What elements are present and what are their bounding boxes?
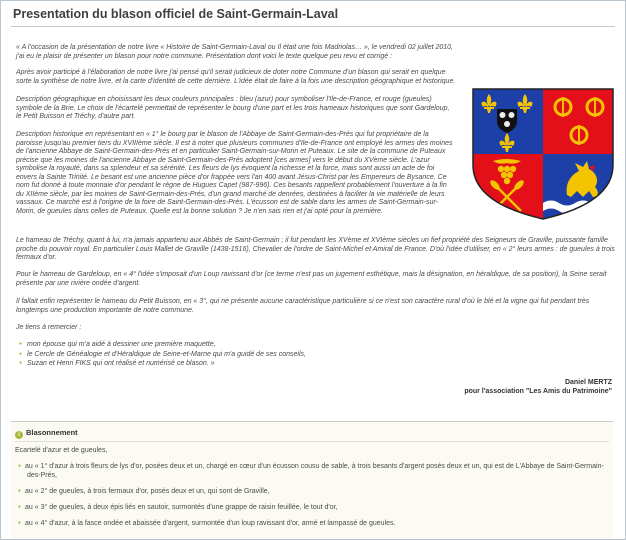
intro-paragraph: « A l'occasion de la présentation de notre livre « Histoire de Saint-Germain-Laval ou Il était une fois Madriolas… », le vendredi 02 juillet 2010, j'ai eu le plaisir de présenter un blason pour notre commune. Présentation dont voici le texte quelque peu revu et corrigé : (16, 44, 454, 60)
geographic-paragraph: Description géographique en choisissant les deux couleurs principales : bleu (azur) pour symboliser l'Ile-de-France, et rouge (gueules) symbole de la Brie. Le choix de l'écartelé permettait de représenter le bourg d'une part et les trois hameaux historiques que sont Gardeloup, le Petit Buisson et Tréchy, d'autre part. (16, 96, 450, 120)
list-item: ● Suzan et Henri FIKS qui ont réalisé et numérisé ce blason. » (19, 359, 306, 369)
list-item: ● au « 1° d'azur à trois fleurs de lys d'or, posées deux et un, chargé en cœur d'un écusson cousu de sable, à trois besants d'argent posés deux et un, qui est de L'Abbaye de Saint-Germain-des-Prés, (15, 462, 607, 480)
trechy-paragraph: Le hameau de Tréchy, quant à lui, n'a jamais appartenu aux Abbés de Saint-Germain ; il fut pendant les XVème et XVIème siècles un fief propriété des Seigneurs de Graville, puissante famille proche du pouvoir royal. En particulier Louis Mallet de Graville (1438-1516), Chevalier de l'ordre de Saint-Michel et Amiral de France. D'où l'idée d'utiliser, en « 2° leurs armes : de gueules à trois fermaux d'or. (16, 237, 615, 261)
section-divider (15, 441, 609, 442)
signature-org: pour l'association "Les Amis du Patrimoine" (464, 388, 612, 395)
thanks-list (19, 340, 306, 369)
list-item: ● au « 4° d'azur, à la fasce ondée et abaissée d'argent, surmontée d'un loup ravissant d'or, armé et lampassé de gueules. (15, 519, 607, 528)
petit-buisson-paragraph: Il fallait enfin représenter le hameau du Petit Buisson, en « 3°, qui ne présente aucune caractéristique particulière si ce n'est son caractère rural d'où le blé et la vigne qui fut pendant très longtemps une production importante de notre commune. (16, 298, 590, 314)
blasonnement-section (11, 421, 613, 540)
gardeloup-paragraph: Pour le hameau de Gardeloup, en « 4° l'idée s'imposait d'un Loup ravissant d'or (ce terme n'est pas un jugement esthétique, mais la désignation, en héraldique, de sa position), la Seine serait présente par une rivière ondée d'argent. (16, 271, 607, 287)
idea-paragraph: Après avoir participé à l'élaboration de notre livre j'ai pensé qu'il serait judicieux de doter notre Commune d'un blason qui serait en quelque sorte la synthèse de notre livre, et la carte d'identité de cette dernière. L'idée était de faire à la fois une description géographique et historique. (16, 69, 456, 85)
thanks-intro: Je tiens à remercier : (16, 324, 82, 331)
blasonnement-intro: Ecartelé d'azur et de gueules, (15, 447, 108, 454)
page-title: Presentation du blason officiel de Saint-Germain-Laval (13, 7, 339, 21)
list-item: ● mon épouse qui m'a aidé à dessiner une première maquette, (19, 340, 306, 350)
list-item: ● au « 3° de gueules, à deux épis liés en sautoir, surmontés d'une grappe de raisin feuillée, le tout d'or, (15, 503, 607, 512)
list-item: ● le Cercle de Généalogie et d'Héraldique de Seine-et-Marne qui m'a guidé de ses conseils, (19, 350, 306, 360)
info-bullet-icon: i (15, 431, 23, 439)
signature-name: Daniel MERTZ (564, 379, 612, 386)
blasonnement-list (15, 462, 607, 535)
list-item: ● au « 2° de gueules, à trois fermaux d'or, posés deux et un, qui sont de Graville, (15, 487, 607, 496)
blasonnement-heading (15, 428, 78, 439)
historic-paragraph: Description historique en représentant en « 1° le bourg par le blason de l'Abbaye de Saint-Germain-des-Prés qui fut propriétaire de la paroisse jusqu'au premier tiers du XVIIIème siècle. Il est à noter que plusieurs communes d'Ile-de-France ont employé les armes des moines de l'ancienne Abbaye de Saint-Germain-des-Prés et en particulier Saint-Germain-sur-Morin et Puteaux. Le site de la commune de Puteaux précise que les moines de l'ancienne Abbaye de Saint-Germain-des-Prés adoptent [ces armes] vers le début du XVème siècle. L'azur symbolise la royauté, dans sa splendeur et sa sérénité. Les fleurs de lys évoquent la richesse et la force, mais sont aussi un acte de foi envers la Sainte Trinité. Le besant est une ancienne pièce d'or frappée vers l'an 400 avant Jésus-Christ par les Empereurs de Bysance. Ce nom fut donné à toute monnaie d'or pendant le règne de Hugues Capet (987-996). Ces besants rappellent probablement l'ouverture à la fin du XIIème siècle, par les moines de Saint-Germain-des-Prés, d'un grand marché de denrées, destinées à faciliter la vie matérielle de leurs vassaux. Ce marché est à l'origine de la foire de Saint-Germain-des-Prés. L'écusson est de sable dans les armes de Saint-Germain-sur-Morin, de gueules dans celles de Puteaux. Quelle est la bonne solution ? Je n'en sais rien et j'ai opté pour la première. (16, 131, 453, 215)
title-divider (11, 26, 615, 27)
blasonnement-heading-text: Blasonnement (26, 428, 78, 437)
signature (464, 378, 612, 396)
coat-of-arms-image (471, 87, 615, 221)
